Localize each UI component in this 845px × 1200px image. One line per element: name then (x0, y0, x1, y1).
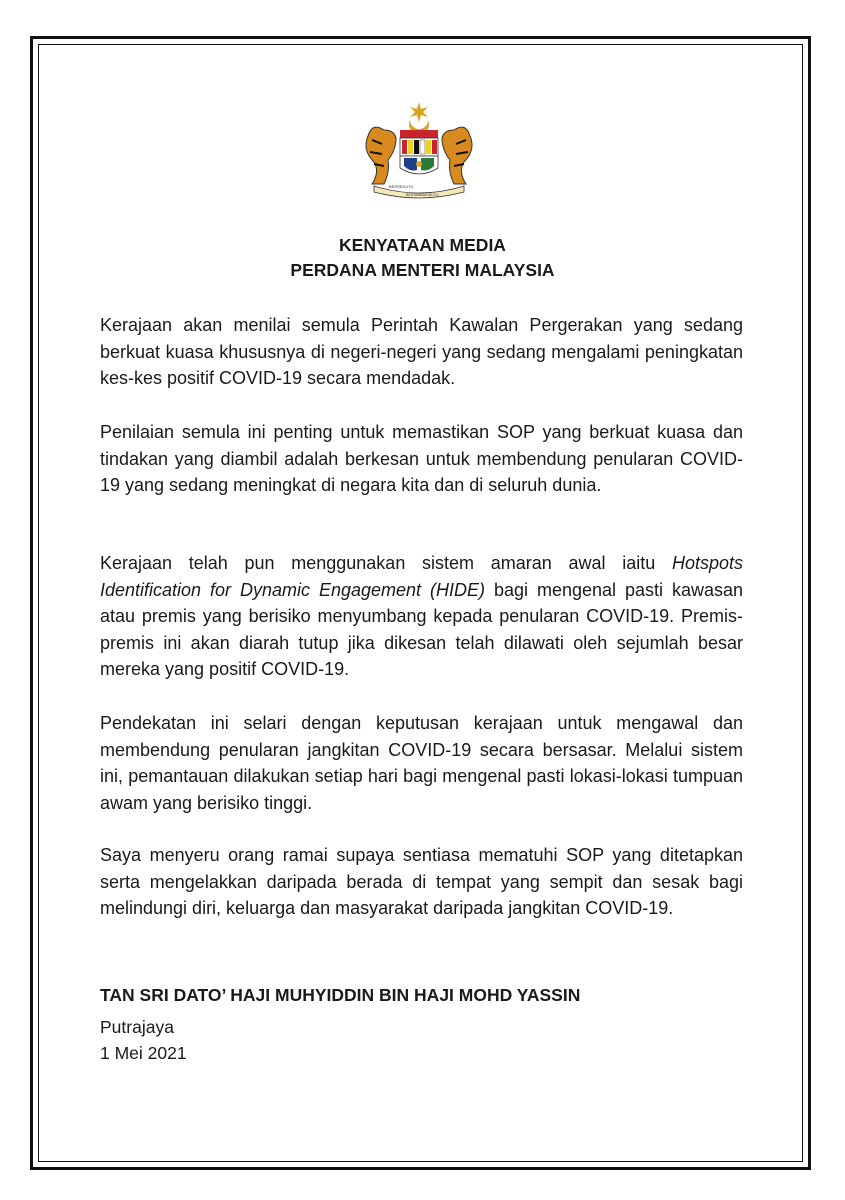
crest-motto-left: BERSEKUTU (389, 184, 414, 189)
signatory-name: TAN SRI DATO’ HAJI MUHYIDDIN BIN HAJI MOHD YASSIN (100, 985, 581, 1005)
paragraph-3 (100, 550, 743, 683)
title-line-2: PERDANA MENTERI MALAYSIA (290, 260, 555, 280)
paragraph-3-rest: bagi mengenal pasti kawasan atau premis yang berisiko menyumbang kepada penularan COVID-19. Premis-premis ini akan diarah tutup jika dikesan telah dilawati oleh sejumlah besar mereka yang positif COVID-19. (100, 579, 743, 679)
paragraph-5: Saya menyeru orang ramai supaya sentiasa mematuhi SOP yang ditetapkan serta mengelakkan daripada berada di tempat yang sempit dan sesak bagi melindungi diri, keluarga dan masyarakat daripada jangkitan COVID-19. (100, 845, 743, 918)
place: Putrajaya (100, 1017, 174, 1037)
paragraph-1: Kerajaan akan menilai semula Perintah Kawalan Pergerakan yang sedang berkuat kuasa khususnya di negeri-negeri yang sedang mengalami peningkatan kes-kes positif COVID-19 secara mendadak. (100, 315, 743, 388)
title-line-1: KENYATAAN MEDIA (339, 235, 506, 255)
coat-of-arms-icon (344, 100, 494, 200)
document-title (0, 233, 845, 283)
paragraph-3-lead: Kerajaan telah pun menggunakan sistem amaran awal iaitu (100, 553, 672, 573)
date: 1 Mei 2021 (100, 1043, 187, 1063)
paragraph-2: Penilaian semula ini penting untuk memastikan SOP yang berkuat kuasa dan tindakan yang diambil adalah berkesan untuk membendung penularan COVID-19 yang sedang meningkat di negara kita dan di seluruh dunia. (100, 422, 743, 495)
paragraph-3-italic: Hotspots Identification for Dynamic Engagement (HIDE) (100, 553, 743, 600)
crest-motto-right: BERTAMBAH MUTU (406, 193, 439, 197)
paragraph-4: Pendekatan ini selari dengan keputusan kerajaan untuk mengawal dan membendung penularan jangkitan COVID-19 secara bersasar. Melalui sistem ini, pemantauan dilakukan setiap hari bagi mengenal pasti lokasi-lokasi tumpuan awam yang berisiko tinggi. (100, 713, 743, 813)
